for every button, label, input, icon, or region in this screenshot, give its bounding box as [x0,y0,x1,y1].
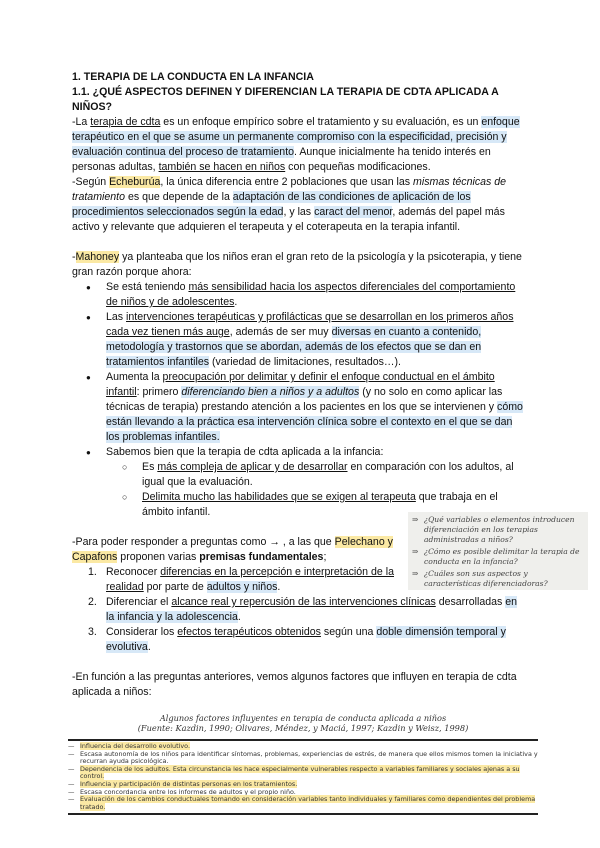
question-text: ¿Cuáles son sus aspectos y características diferenciadoras? [424,569,548,588]
table-row [68,766,538,781]
row-text: Escasa concordancia entre los informes de adultos y el propio niño. [80,787,296,796]
dash: — [68,795,75,804]
dash: — [68,787,75,796]
section-heading: 1. TERAPIA DE LA CONDUCTA EN LA INFANCIA [72,71,314,83]
highlighted-text: enfoque terapéutico en el que se asume un permanente compromiso con la especificidad, precisión y evaluación continua del proceso de tratamiento [72,116,520,158]
row-text: Dependencia de los adultos. Esta circunstancia les hace especialmente vulnerables respecto a variables familiares y sociales ajenas a su control. [80,764,520,781]
table-row [68,796,538,811]
text: según una [320,626,377,638]
row-text: Influencia y participación de distintas personas en los tratamientos. [80,779,298,788]
text: : primero [136,386,182,398]
text: Se está teniendo [106,281,189,293]
text: es un enfoque empírico sobre el tratamiento y su evaluación, es un [160,116,482,128]
underlined-text: Delimita mucho las habilidades que se exigen al terapeuta [142,491,416,503]
underlined-text: más sensibilidad hacia los aspectos diferenciales del comportamiento de niños y de adolescentes [106,281,516,308]
numbered-item [88,595,528,625]
text: que trabaja en el ámbito infantil. [142,491,498,518]
table-source: (Fuente: Kazdin, 1990; Olivares, Méndez, y Maciá, 1997; Kazdin y Weisz, 1998) [137,723,469,733]
text: es que depende de la [125,191,233,203]
table-body [68,739,538,815]
numbered-item [88,625,528,655]
document-body [72,70,528,700]
text: (variedad de limitaciones, resultados…). [209,356,401,368]
underlined-text: terapia de cdta [90,116,161,128]
text: desarrolladas [435,596,506,608]
text: -La [72,116,91,128]
text: ; [323,551,327,563]
text: con pequeñas modificaciones. [285,161,431,173]
text: proponen varias [117,551,200,563]
highlighted-text: diversas en cuanto a contenido, metodología y trastornos que se abordan, además de los efectos que se dan en tratamientos infantiles [106,326,482,368]
highlighted-text: cómo están llevando a la práctica esa intervención clínica sobre el contexto en el que se dan los problemas infantiles. [106,401,523,443]
factors-table-image [68,713,538,815]
paragraph-cdta-definition [72,115,528,175]
question-item [412,547,584,567]
list-item [106,370,528,445]
question-item [412,515,584,545]
underlined-text: preocupación por delimitar y definir el enfoque conductual en el ámbito infantil [106,371,495,398]
underlined-text: más compleja de aplicar y de desarrollar [157,461,348,473]
scanned-questions-image [408,512,588,590]
highlighted-text: en la infancia y la adolescencia [106,596,518,623]
paragraph-pelechano [72,535,402,565]
question-text: ¿Qué variables o elementos introducen diferenciación en los terapias administradas a niños? [424,515,575,544]
row-text: Evaluación de los cambios conductuales tomando en consideración variables tanto individuales y familiares como dependientes del problema tratado. [80,795,536,811]
paragraph-mahoney [72,250,528,280]
text: Aumenta la [106,371,163,383]
text: -Para poder responder a preguntas como → , a las que [72,536,335,548]
text: por parte de [143,581,207,593]
highlighted-text: caract del menor [314,206,393,218]
underlined-text: alcance real y repercusión de las intervenciones clínicas [171,596,436,608]
text: Reconocer [106,566,161,578]
arrow-icon: ⇒ [412,515,419,524]
text: ya planteaba que los niños eran el gran reto de la psicología y la psicoterapia, y tiene gran razón porque ahora: [72,251,522,278]
item-number: 3. [88,626,97,638]
text: Las [106,311,127,323]
dash: — [68,764,75,773]
text: Sabemos bien que la terapia de cdta aplicada a la infancia: [106,446,384,458]
highlighted-text: adultos y niños [206,581,278,593]
arrow-icon: ⇒ [412,547,419,556]
row-text: Escasa autonomía de los niños para identificar síntomas, problemas, experiencias de estrés, de manera que ellos mismos tomen la iniciativa y recurran ayuda psicológica. [80,749,538,766]
text: , además de ser muy [229,326,332,338]
subsection-heading: 1.1. ¿QUÉ ASPECTOS DEFINEN Y DIFERENCIAN LA TERAPIA DE CDTA APLICADA A NIÑOS? [72,86,499,113]
sub-list-item [142,460,528,490]
question-item [412,569,584,589]
text: . [237,611,241,623]
text: , y las [283,206,315,218]
highlighted-text: doble dimensión temporal y evolutiva [106,626,506,653]
text: , además del papel más activo y relevante que adquieren el terapeuta y el coterapeuta en la terapia infantil. [72,206,505,233]
highlighted-name: Pelechano y Capafons [72,536,393,563]
text: . [234,296,238,308]
table-title: Algunos factores influyentes en terapia de conducta aplicada a niños [159,713,447,723]
text: Considerar los [106,626,178,638]
text: -Según [72,176,110,188]
underlined-text: también se hacen en niños [158,161,286,173]
underlined-text: efectos terapéuticos obtenidos [177,626,321,638]
arrow-icon: ⇒ [412,569,419,578]
text: en comparación con los adultos, al igual que la evaluación. [142,461,514,488]
text: Es [142,461,158,473]
list-item [106,445,528,520]
text: . [277,581,281,593]
text: . Aunque inicialmente ha tenido interés en personas adultas, [72,146,491,173]
text: , la única diferencia entre 2 poblaciones que usan las [160,176,414,188]
table-row [68,751,538,766]
underlined-text: intervenciones terapéuticas y profilácticas que se desarrollan en los primeros años cada vez tienen más auge [106,311,514,338]
italic-text: mismas técnicas de tratamiento [72,176,507,203]
row-text: Influencia del desarrollo evolutivo. [80,742,191,750]
underlined-text: diferencias en la percepción e interpretación de la realidad [106,566,394,593]
highlighted-text: adaptación de las condiciones de aplicación de los procedimientos seleccionados según la edad [72,191,471,218]
italic-highlighted-text: diferenciando bien a niños y a adultos [181,386,360,398]
text: . [147,641,151,653]
highlighted-name: Mahoney [75,251,120,263]
paragraph-factors: -En función a las preguntas anteriores, vemos algunos factores que influyen en terapia de cdta aplicada a niños: [72,671,517,698]
premises-section [72,535,402,565]
sub-list [106,460,528,520]
highlighted-name: Echeburúa [109,176,161,188]
bullet-list [72,280,528,520]
item-number: 1. [88,566,97,578]
item-number: 2. [88,596,97,608]
bold-text: premisas fundamentales [199,551,324,563]
dash: — [68,742,75,750]
text: - [72,251,76,263]
dash: — [68,749,75,758]
list-item [106,310,528,370]
numbered-item [88,565,402,595]
question-text: ¿Cómo es posible delimitar la terapia de conducta en la infancia? [424,547,580,566]
list-item [106,280,528,310]
text: Diferenciar el [106,596,172,608]
text: (y no solo en como aplicar las técnicas de terapia) prestando atención a los pacientes en los que se intervienen y [106,386,503,413]
paragraph-echeburua [72,175,528,235]
dash: — [68,779,75,788]
